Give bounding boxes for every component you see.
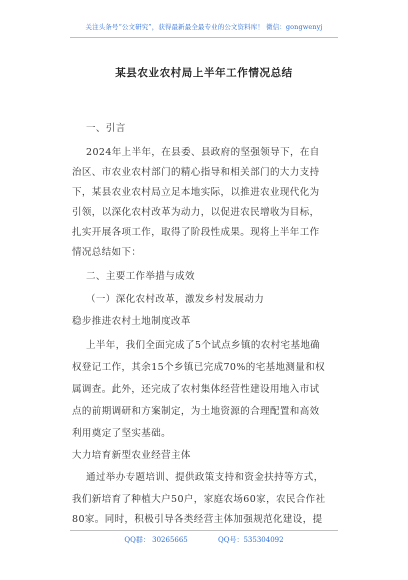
subsection-heading: （一）深化农村改革，激发乡村发展动力	[86, 294, 265, 305]
footer	[0, 535, 408, 545]
paragraph-line: 上半年，我们全面完成了5个试点乡镇的农村宅基地确	[86, 340, 321, 351]
paragraph-line: 下，某县农业农村局立足本地实际，以推进农业现代化为	[72, 187, 320, 198]
footer-divider	[70, 530, 338, 531]
document-title: 某县农业农村局上半年工作情况总结	[115, 67, 293, 79]
item-heading: 大力培育新型农业经营主体	[72, 450, 191, 461]
paragraph-line: 权登记工作，其余15个乡镇已完成70%的宅基地测量和权	[72, 362, 326, 373]
paragraph-line: 治区、市农业农村部门的精心指导和相关部门的大力支持	[72, 167, 320, 178]
item-heading: 稳步推进农村土地制度改革	[72, 316, 191, 327]
header-banner: 关注头条号“公文研究”，获得最新最全最专业的公文资料库！ 微信：gongwenyj	[85, 23, 323, 31]
paragraph-line: 点的前期调研和方案制定，为土地资源的合理配置和高效	[72, 406, 320, 417]
section-heading: 二、主要工作举措与成效	[86, 271, 195, 282]
paragraph-line: 情况总结如下：	[72, 247, 142, 258]
footer-qq-number: QQ号：535304092	[218, 536, 284, 544]
header-divider	[70, 37, 338, 38]
paragraph-line: 2024年上半年，在县委、县政府的坚强领导下，在自	[86, 147, 320, 158]
paragraph-line: 80家。同时，积极引导各类经营主体加强规范化建设，提	[72, 514, 323, 525]
paragraph-line: 引领，以深化农村改革为动力，以促进农民增收为目标，	[72, 207, 320, 218]
paragraph-line: 利用奠定了坚实基础。	[72, 428, 172, 439]
paragraph-line: 属调查。此外，还完成了农村集体经营性建设用地入市试	[72, 384, 320, 395]
footer-qq-group: QQ群： 30265665	[124, 536, 188, 544]
paragraph-line: 通过举办专题培训、提供政策支持和资金扶持等方式，	[86, 472, 324, 483]
paragraph-line: 扎实开展各项工作，取得了阶段性成果。现将上半年工作	[72, 227, 320, 238]
section-heading: 一、引言	[86, 123, 126, 134]
paragraph-line: 我们新培育了种植大户50户，家庭农场60家，农民合作社	[72, 494, 326, 505]
